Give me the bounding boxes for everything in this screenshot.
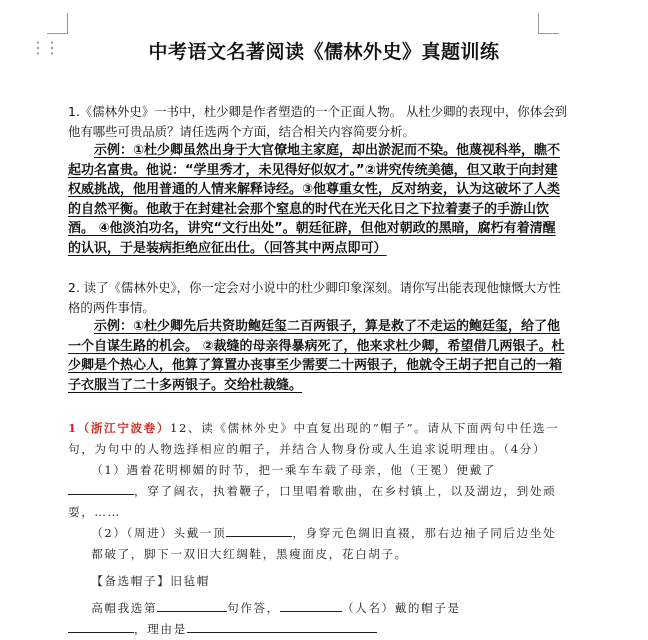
item-2-part-a: （2）（周进）头戴一顶 <box>91 526 227 540</box>
item-1 <box>68 460 568 481</box>
item-2-part-b: ，身穿元色绸旧直裰，那右边袖子同后边坐处都破了，脚下一双旧大红绸鞋，黑瘦面皮，花白胡子。 <box>91 526 557 561</box>
question-2-answer <box>68 317 568 395</box>
item-2 <box>68 523 568 565</box>
hat-options: 【备选帽子】旧毡帽 <box>91 574 210 588</box>
fill-blank-reason[interactable] <box>187 620 377 633</box>
question-3-text <box>68 418 568 460</box>
fill-blank-hat-choice[interactable] <box>68 620 134 633</box>
item-1-part-a: （1）遇着花明柳媚的时节，把一乘车车载了母亲，他（王冕）便戴了 <box>91 463 496 477</box>
fill-blank-person[interactable] <box>280 599 342 612</box>
answer-2-prefix: 示例： <box>94 319 134 334</box>
answer-1-prefix: 示例： <box>94 143 134 158</box>
answer-fill-line-2 <box>68 619 568 640</box>
crop-mark-top-right-horizontal <box>538 33 559 34</box>
fill-blank-hat-1[interactable] <box>68 482 134 495</box>
answer-2-text: ①杜少卿先后共资助鲍廷玺二百两银子，算是救了不走运的鲍廷玺，给了他一个自谋生路的机会。 ②裁缝的母亲得暴病死了，他来求杜少卿，希望借几两银子。杜少卿是个热心人，他算了算置办丧事至少需要二十两银子，他就令王胡子把自己的一箱子衣服当了二十多两银子。交给杜裁缝。 <box>68 319 565 393</box>
question-3-source: 1（浙江宁波卷） <box>68 421 171 435</box>
question-3-prompt: 12、读《儒林外史》中直复出现的“帽子”。请从下面两句中任选一句，为句中的人物选择相应的帽子，并结合人物身份或人生追求说明理由。（4分） <box>68 421 560 456</box>
question-2-text: 2. 读了《儒林外史》，你一定会对小说中的杜少卿印象深刻。请你写出能表现他慷慨大方性格的两件事情。 <box>68 280 561 315</box>
fill-prefix-b: 句作答， <box>227 601 280 615</box>
question-1 <box>68 102 568 258</box>
drag-handle-icon[interactable]: ⋮⋮ <box>30 38 58 57</box>
fill-prefix-c: （人名）戴的帽子是 <box>341 601 461 615</box>
crop-mark-top-left-vertical <box>67 13 68 33</box>
question-1-answer <box>68 141 568 258</box>
question-1-text: 1.《儒林外史》一书中，杜少卿是作者塑造的一个正面人物。 从杜少卿的表现中，你体会到他有哪些可贵品质？请任选两个方面，结合相关内容简要分析。 <box>68 104 567 139</box>
question-2 <box>68 278 568 395</box>
fill-blank-hat-2[interactable] <box>226 524 292 537</box>
item-1-part-b: ，穿了阔衣，执着鞭子，口里唱着歌曲，在乡村镇上，以及湖边，到处顽耍，…… <box>68 484 557 519</box>
crop-mark-top-left-horizontal <box>47 33 68 34</box>
question-3 <box>68 418 568 640</box>
crop-mark-top-right-vertical <box>538 13 539 33</box>
answer-1-text: ①杜少卿虽然出身于大官僚地主家庭，却出淤泥而不染。他蔑视科举，瞧不起功名富贵。他说：“学里秀才，未见得好似奴才。”②讲究传统美德，但又敢于向封建权威挑战，他用普通的人情来解释诗经。③他尊重女性，反对纳妾，认为这破坏了人类的自然平衡。他敢于在封建社会那个窒息的时代在光天化日之下拉着妻子的手游山饮酒。 ④他淡泊功名，讲究“文行出处”。朝廷征辟，但他对朝政的黑暗，腐朽有着清醒的认识，于是装病拒绝应征出仕。（回答其中两点即可） <box>68 143 561 256</box>
answer-fill-line <box>68 598 568 619</box>
fill-prefix-d: ，理由是 <box>134 622 187 636</box>
page-title: 中考语文名著阅读《儒林外史》真题训练 <box>148 41 500 63</box>
fill-prefix-a: 高帽我选第 <box>91 601 158 615</box>
item-1-continued <box>68 481 568 523</box>
fill-blank-sentence[interactable] <box>157 599 227 612</box>
